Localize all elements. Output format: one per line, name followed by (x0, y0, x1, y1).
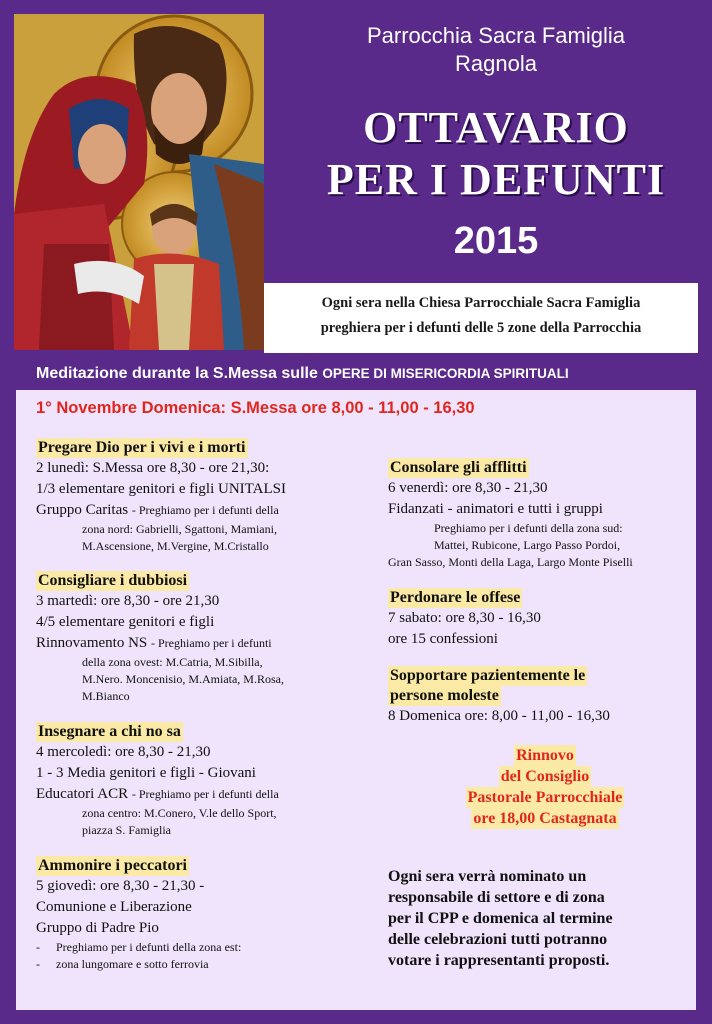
zone-note (36, 939, 241, 956)
closing-note (388, 866, 688, 971)
section-line: ore 15 confessioni (388, 631, 498, 647)
section-line: 1 - 3 Media genitori e figli - Giovani (36, 765, 256, 781)
intro-line-1: Ogni sera nella Chiesa Parrocchiale Sacra Famiglia (321, 295, 641, 311)
page-title (290, 102, 702, 206)
zone-note: Preghiamo per i defunti della zona sud: (434, 521, 623, 535)
zone-note (36, 956, 241, 973)
section-perdonare (388, 588, 541, 650)
section-pregare (36, 438, 286, 555)
section-heading: Ammonire i peccatori (38, 857, 187, 874)
council-renewal (440, 745, 650, 829)
closing-line: responsabile di settore e di zona (388, 889, 605, 906)
closing-line: per il CPP e domenica al termine (388, 910, 613, 927)
meditation-lead: Meditazione durante la S.Messa sulle (36, 365, 318, 382)
zone-note: piazza S. Famiglia (82, 823, 171, 837)
section-ammonire (36, 856, 241, 973)
section-line: 3 martedì: ore 8,30 - ore 21,30 (36, 593, 220, 609)
section-line: 6 venerdì: ore 8,30 - 21,30 (388, 480, 548, 496)
section-line: 1/3 elementare genitori e figli UNITALSI (36, 481, 286, 497)
section-group (36, 633, 284, 654)
holy-family-icon (14, 14, 264, 350)
group-note: - Preghiamo per i defunti (151, 636, 272, 650)
section-heading: persone moleste (390, 687, 499, 704)
section-line: 5 giovedì: ore 8,30 - 21,30 - (36, 878, 205, 894)
section-consigliare (36, 571, 284, 705)
zone-note: M.Ascensione, M.Vergine, M.Cristallo (82, 539, 269, 553)
section-line: 4/5 elementare genitori e figli (36, 614, 215, 630)
renewal-line: ore 18,00 Castagnata (473, 810, 617, 827)
parish-location: Ragnola (455, 51, 537, 76)
section-heading: Pregare Dio per i vivi e i morti (38, 439, 246, 456)
section-heading: Consolare gli afflitti (390, 459, 527, 476)
zone-note: zona centro: M.Conero, V.le dello Sport, (82, 806, 277, 820)
section-heading: Sopportare pazientemente le (390, 667, 586, 684)
section-line: Fidanzati - animatori e tutti i gruppi (388, 501, 603, 517)
zone-note: Mattei, Rubicone, Largo Passo Pordoi, (434, 538, 621, 552)
section-insegnare (36, 722, 279, 839)
section-group (36, 784, 279, 805)
meditation-line (36, 363, 706, 385)
zone-note: M.Bianco (82, 689, 130, 703)
section-heading: Consigliare i dubbiosi (38, 572, 188, 589)
closing-line: votare i rappresentanti proposti. (388, 952, 610, 969)
section-line: Gruppo di Padre Pio (36, 920, 159, 936)
november-first-schedule: 1° Novembre Domenica: S.Messa ore 8,00 - 11,00 - 16,30 (36, 399, 475, 417)
zone-note: Gran Sasso, Monti della Laga, Largo Monte Piselli (388, 555, 633, 569)
section-line: 7 sabato: ore 8,30 - 16,30 (388, 610, 541, 626)
renewal-line: Rinnovo (516, 747, 574, 764)
year: 2015 (453, 220, 539, 262)
section-consolare (388, 458, 633, 571)
parish-name (290, 22, 702, 78)
section-group (36, 500, 286, 521)
group-note: - Preghiamo per i defunti della (131, 503, 279, 517)
intro-line-2: preghiera per i defunti delle 5 zone della Parrocchia (320, 320, 642, 336)
renewal-line: del Consiglio (500, 768, 590, 785)
parish-line: Parrocchia Sacra Famiglia (367, 23, 625, 48)
dash-bullet: - (36, 957, 40, 971)
zone-note-text: Preghiamo per i defunti della zona est: (56, 940, 242, 954)
section-line: 4 mercoledì: ore 8,30 - 21,30 (36, 744, 211, 760)
zone-note: zona nord: Gabrielli, Sgattoni, Mamiani, (82, 522, 277, 536)
zone-note: della zona ovest: M.Catria, M.Sibilla, (82, 655, 263, 669)
section-line: 2 lunedì: S.Messa ore 8,30 - ore 21,30: (36, 460, 270, 476)
closing-line: Ogni sera verrà nominato un (388, 868, 587, 885)
group-name: Rinnovamento NS (36, 635, 148, 651)
section-heading: Perdonare le offese (390, 589, 521, 606)
section-heading: Insegnare a chi no sa (38, 723, 181, 740)
section-line: Comunione e Liberazione (36, 899, 192, 915)
section-line: 8 Domenica ore: 8,00 - 11,00 - 16,30 (388, 708, 610, 724)
zone-note: M.Nero. Moncenisio, M.Amiata, M.Rosa, (82, 672, 284, 686)
zone-note-text: zona lungomare e sotto ferrovia (56, 957, 209, 971)
dash-bullet: - (36, 940, 40, 954)
renewal-line: Pastorale Parrocchiale (467, 789, 623, 806)
group-name: Educatori ACR (36, 786, 129, 802)
intro-text (268, 291, 694, 341)
meditation-topic: OPERE DI MISERICORDIA SPIRITUALI (322, 366, 569, 381)
group-note: - Preghiamo per i defunti della (131, 787, 279, 801)
group-name: Gruppo Caritas (36, 502, 129, 518)
closing-line: delle celebrazioni tutti potranno (388, 931, 608, 948)
title-line-2: PER I DEFUNTI (326, 155, 666, 204)
section-sopportare (388, 666, 610, 727)
title-line-1: OTTAVARIO (363, 103, 629, 152)
